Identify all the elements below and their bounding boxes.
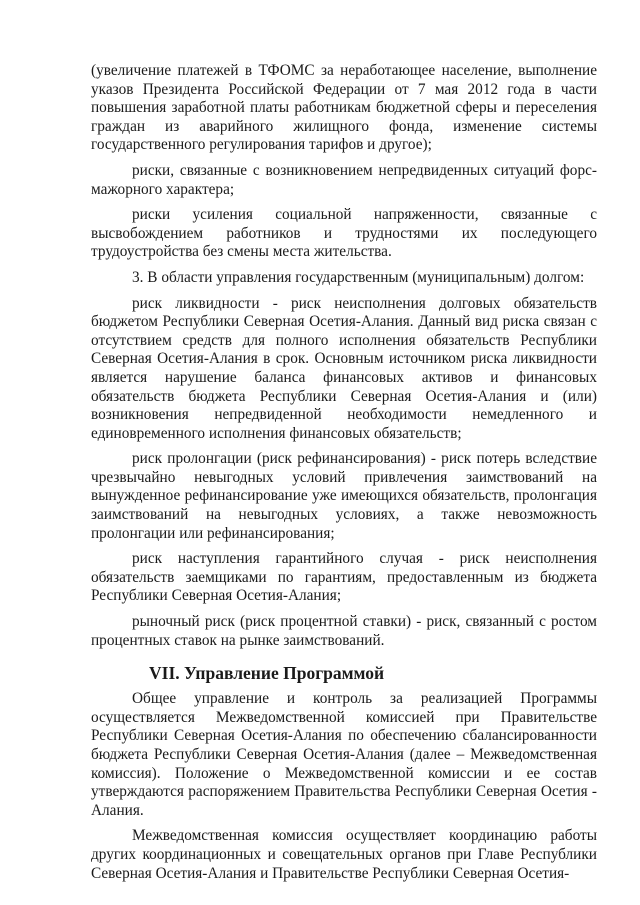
paragraph-program-management: Общее управление и контроль за реализацией Программы осуществляется Межведомственной комиссией при Правительстве Республики Северная Осетия-Алания по обеспечению сбалансированности бюджета Республики Северная Осетия-Алания (далее – Межведомственная комиссия). Положение о Межведомственной комиссии и ее состав утверждаются распоряжением Правительства Республики Северная Осетия - Алания.	[91, 690, 597, 819]
paragraph-market-risk: рыночный риск (риск процентной ставки) - риск, связанный с ростом процентных ставок на рынке заимствований.	[91, 613, 597, 649]
paragraph-tariffs: (увеличение платежей в ТФОМС за неработающее население, выполнение указов Президента Российской Федерации от 7 мая 2012 года в части повышения заработной платы работникам бюджетной сферы и переселения граждан из аварийного жилищного фонда, изменение системы государственного регулирования тарифов и другое);	[91, 62, 597, 154]
document-page	[91, 62, 597, 890]
paragraph-debt-management: 3. В области управления государственным (муниципальным) долгом:	[132, 268, 585, 286]
paragraph-force-majeure-risk: риски, связанные с возникновением непредвиденных ситуаций форс-мажорного характера;	[91, 161, 597, 198]
paragraph-refinancing-risk: риск пролонгации (риск рефинансирования) - риск потерь вследствие чрезвычайно невыгодных условий привлечения заимствований на вынужденное рефинансирование уже имеющихся обязательств, пролонгация заимствований на невыгодных условиях, а также невозможность пролонгации или рефинансирования;	[91, 450, 597, 542]
paragraph-social-tension-risk: риски усиления социальной напряженности, связанные с высвобождением работников и трудностями их последующего трудоустройства без смены места жительства.	[91, 206, 597, 261]
paragraph-guarantee-risk: риск наступления гарантийного случая - риск неисполнения обязательств заемщиками по гарантиям, предоставленным из бюджета Республики Северная Осетия-Алания;	[91, 550, 597, 605]
paragraph-liquidity-risk: риск ликвидности - риск неисполнения долговых обязательств бюджетом Республики Северная Осетия-Алания. Данный вид риска связан с отсутствием средств для полного исполнения обязательств Республики Северная Осетия-Алания в срок. Основным источником риска ликвидности является нарушение баланса финансовых активов и финансовых обязательств бюджета Республики Северная Осетия-Алания и (или) возникновения непредвиденной необходимости немедленного и единовременного исполнения финансовых обязательств;	[91, 294, 597, 442]
section-heading: VII. Управление Программой	[149, 663, 385, 684]
paragraph-commission-coordination: Межведомственная комиссия осуществляет координацию работы других координационных и совещательных органов при Главе Республики Северная Осетия-Алания и Правительстве Республики Северная Осетия-	[91, 827, 597, 882]
